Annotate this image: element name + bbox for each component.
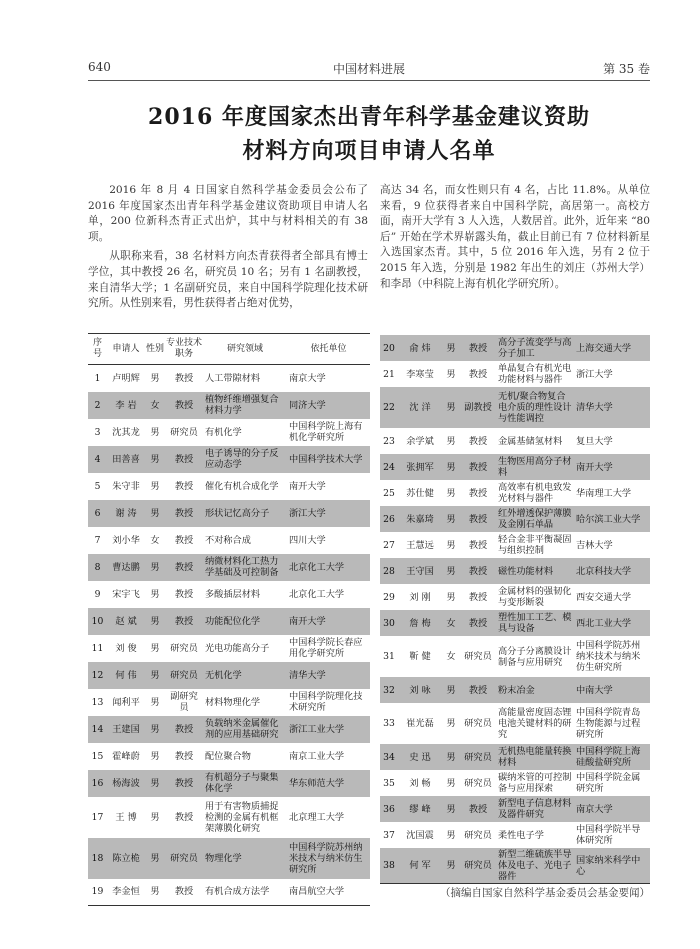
applicant-gender: 男 [442, 796, 460, 822]
header-unit: 依托单位 [287, 334, 370, 365]
host-institution: 中国科学院金属研究所 [576, 772, 641, 794]
table-row [380, 361, 650, 387]
applicant-name: 张拥军 [398, 454, 442, 480]
applicant-name: 卢明辉 [112, 372, 140, 384]
applicant-table-left [88, 333, 370, 906]
host-institution: 南昌航空大学 [287, 879, 370, 906]
table-row [88, 743, 370, 770]
applicant-name: 苏仕健 [406, 487, 434, 499]
host-institution: 同济大学 [287, 392, 370, 419]
applicant-name: 曹达鹏 [107, 554, 145, 581]
research-field: 高能量密度固态锂电池关键材料的研究 [498, 707, 572, 740]
row-number: 36 [380, 796, 398, 822]
research-field: 形状记忆高分子 [203, 500, 287, 527]
research-field: 多酸插层材料 [205, 588, 261, 600]
table-row [380, 677, 650, 703]
host-institution: 吉林大学 [576, 539, 613, 551]
research-field: 金属基储氢材料 [498, 435, 563, 447]
applicant-name: 王建国 [107, 716, 145, 743]
applicant-name: 谢 涛 [107, 500, 145, 527]
host-institution: 中国科学技术大学 [287, 446, 370, 473]
host-institution: 南开大学 [574, 454, 650, 480]
host-institution: 北京理工大学 [289, 811, 345, 823]
applicant-gender: 男 [145, 662, 165, 689]
research-field: 用于有害物质捕捉检测的金属有机框架薄膜化研究 [205, 800, 279, 834]
table-row [380, 703, 650, 744]
applicant-title: 教授 [460, 454, 496, 480]
header-field: 研究领域 [203, 334, 287, 365]
host-institution: 上海交通大学 [574, 335, 650, 361]
row-number: 1 [94, 372, 101, 384]
applicant-gender: 男 [442, 848, 460, 884]
header-name: 申请人 [107, 334, 145, 365]
volume-label: 第 35 卷 [603, 62, 650, 76]
applicant-name: 刘 畅 [409, 777, 431, 789]
host-institution: 清华大学 [574, 387, 650, 428]
intro-paragraph-1: 2016 年 8 月 4 日国家自然科学基金委员会公布了 2016 年度国家杰出青年科学基金建议资助项目申请人名单，200 位新科杰青正式出炉，其中与材料相关的有 38 项。 [88, 184, 368, 243]
row-number: 34 [380, 744, 398, 770]
research-field: 纳微材料化工热力学基础及可控制备 [203, 554, 287, 581]
intro-right-column [380, 183, 650, 296]
applicant-gender: 男 [150, 750, 160, 762]
applicant-title: 教授 [165, 446, 203, 473]
row-number: 10 [88, 608, 107, 635]
table-row [88, 635, 370, 662]
host-institution: 中国科学院上海硅酸盐研究所 [574, 744, 650, 770]
row-number: 5 [94, 480, 101, 492]
applicant-name: 沈其龙 [112, 426, 140, 438]
header-rule [88, 80, 650, 81]
applicant-title: 副教授 [460, 387, 496, 428]
table-row [88, 608, 370, 635]
applicant-title: 教授 [468, 435, 488, 447]
host-institution: 复旦大学 [576, 435, 613, 447]
applicant-gender: 男 [145, 879, 165, 906]
applicant-title: 教授 [174, 750, 194, 762]
applicant-title: 教授 [460, 558, 496, 584]
host-institution: 中国科学院苏州纳米技术与纳米仿生研究所 [576, 640, 641, 673]
applicant-title: 教授 [460, 796, 496, 822]
applicant-name: 沈 洋 [398, 387, 442, 428]
applicant-name: 杨海波 [107, 770, 145, 797]
title-line-2: 材料方向项目申请人名单 [242, 138, 496, 164]
applicant-title: 教授 [460, 335, 496, 361]
applicant-gender: 女 [145, 392, 165, 419]
row-number: 3 [94, 426, 101, 438]
row-number: 17 [91, 811, 104, 823]
table-row [88, 365, 370, 392]
table-row [380, 584, 650, 610]
row-number: 12 [88, 662, 107, 689]
applicant-title: 教授 [165, 500, 203, 527]
applicant-title: 研究员 [464, 718, 492, 729]
research-field: 金属材料的强韧化与变形断裂 [498, 586, 572, 608]
table-row [380, 454, 650, 480]
host-institution: 南开大学 [287, 608, 370, 635]
applicant-gender: 男 [442, 454, 460, 480]
applicant-gender: 男 [442, 387, 460, 428]
host-institution: 国家纳米科学中心 [574, 848, 650, 884]
row-number: 14 [88, 716, 107, 743]
table-row [380, 428, 650, 454]
host-institution: 西北工业大学 [574, 610, 650, 636]
host-institution: 中国科学院长春应用化学研究所 [289, 637, 363, 659]
host-institution: 南京工业大学 [289, 750, 345, 762]
table-row [88, 419, 370, 446]
table-row [380, 532, 650, 558]
source-note: （摘编自国家自然科学基金委员会基金要闻） [440, 887, 650, 899]
applicant-gender: 男 [150, 480, 160, 492]
research-field: 无机/聚合物复合电介质的理性设计与性能调控 [496, 387, 574, 428]
research-field: 无机热电能量转换材料 [496, 744, 574, 770]
applicant-gender: 男 [446, 829, 456, 841]
applicant-table-right [380, 335, 650, 884]
table-row [380, 480, 650, 506]
applicant-title: 教授 [174, 588, 194, 600]
applicant-name: 王慧远 [406, 539, 434, 551]
host-institution: 中南大学 [574, 677, 650, 703]
row-number: 15 [91, 750, 104, 762]
row-number: 37 [383, 829, 395, 841]
applicant-name: 宋宇飞 [112, 588, 140, 600]
applicant-gender: 男 [446, 591, 456, 603]
applicant-title: 研究员 [165, 838, 203, 879]
table-row [380, 796, 650, 822]
research-field: 人工带隙材料 [205, 372, 261, 384]
applicant-title: 教授 [165, 554, 203, 581]
applicant-name: 李寒莹 [406, 368, 434, 380]
research-field: 配位聚合物 [205, 750, 251, 762]
applicant-name: 缪 峰 [398, 796, 442, 822]
host-institution: 哈尔滨工业大学 [574, 506, 650, 532]
host-institution: 清华大学 [287, 662, 370, 689]
applicant-gender: 男 [150, 696, 160, 708]
row-number: 38 [380, 848, 398, 884]
table-row [88, 879, 370, 906]
row-number: 7 [94, 534, 101, 546]
applicant-name: 闻利平 [112, 696, 140, 708]
row-number: 18 [88, 838, 107, 879]
applicant-name: 刘 俊 [115, 642, 137, 654]
applicant-name: 田善喜 [107, 446, 145, 473]
applicant-gender: 男 [442, 744, 460, 770]
applicant-gender: 女 [446, 651, 456, 662]
applicant-gender: 男 [446, 435, 456, 447]
applicant-name: 靳 健 [409, 651, 431, 662]
row-number: 29 [383, 591, 395, 603]
applicant-gender: 男 [145, 500, 165, 527]
row-number: 8 [88, 554, 107, 581]
table-row [88, 392, 370, 419]
applicant-name: 王守国 [398, 558, 442, 584]
research-field: 植物纤维增强复合材料力学 [203, 392, 287, 419]
applicant-title: 教授 [174, 534, 194, 546]
applicant-title: 教授 [468, 368, 488, 380]
applicant-title: 研究员 [464, 829, 492, 841]
table-row [380, 558, 650, 584]
intro-paragraph-3: 高达 34 名，而女性则只有 4 名，占比 11.8%。从单位来看，9 位获得者来自中国科学院，高居第一。高校方面，南开大学有 3 人入选，人数居首。此外，近年来 “80 后” 开始在学术界崭露头角，截止目前已有 7 位材料新星入选国家杰青。其中，5 位 2016 年入选，另有 2 位于 2015 年入选，分别是 1982 年出生的刘庄（苏州大学）和李昂（中科院上海有机化学研究所）。 [380, 184, 650, 290]
applicant-title: 教授 [460, 610, 496, 636]
applicant-name: 陈立桅 [107, 838, 145, 879]
applicant-gender: 男 [145, 838, 165, 879]
applicant-name: 崔光磊 [406, 718, 434, 729]
applicant-gender: 男 [442, 335, 460, 361]
title-line-1: 2016 年度国家杰出青年科学基金建议资助 [148, 104, 590, 130]
row-number: 4 [88, 446, 107, 473]
host-institution: 南京大学 [289, 372, 326, 384]
row-number: 16 [88, 770, 107, 797]
header-gender: 性别 [145, 334, 165, 365]
applicant-name: 王 博 [115, 811, 137, 823]
research-field: 新型电子信息材料及器件研究 [496, 796, 574, 822]
research-field: 电子诱导的分子反应动态学 [203, 446, 287, 473]
applicant-gender: 男 [145, 554, 165, 581]
applicant-gender: 男 [145, 446, 165, 473]
applicant-gender: 男 [150, 372, 160, 384]
host-institution: 中国科学院青岛生物能源与过程研究所 [576, 707, 641, 740]
research-field: 高效率有机电致发光材料与器件 [498, 482, 572, 504]
research-field: 催化有机合成化学 [205, 480, 279, 492]
applicant-title: 研究员 [464, 651, 492, 662]
row-number: 21 [383, 368, 395, 380]
host-institution: 浙江大学 [287, 500, 370, 527]
journal-name: 中国材料进展 [332, 62, 405, 76]
research-field: 柔性电子学 [498, 829, 544, 841]
applicant-title: 研究员 [460, 848, 496, 884]
host-institution: 四川大学 [289, 534, 326, 546]
applicant-title: 研究员 [165, 662, 203, 689]
applicant-gender: 男 [150, 811, 160, 823]
host-institution: 华东师范大学 [287, 770, 370, 797]
applicant-gender: 男 [145, 716, 165, 743]
host-institution: 浙江工业大学 [287, 716, 370, 743]
row-number: 19 [88, 879, 107, 906]
applicant-name: 沈国震 [406, 829, 434, 841]
row-number: 9 [94, 588, 101, 600]
table-row [88, 527, 370, 554]
host-institution: 中国科学院苏州纳米技术与纳米仿生研究所 [287, 838, 370, 879]
research-field: 粉末冶金 [496, 677, 574, 703]
applicant-title: 研究员 [460, 744, 496, 770]
host-institution: 中国科学院理化技术研究所 [289, 691, 363, 713]
research-field: 红外增透保护薄膜及金刚石单晶 [496, 506, 574, 532]
host-institution: 中国科学院上海有机化学研究所 [289, 421, 363, 443]
row-number: 23 [383, 435, 395, 447]
host-institution: 北京化工大学 [287, 554, 370, 581]
applicant-title: 教授 [174, 372, 194, 384]
table-row [380, 610, 650, 636]
applicant-gender: 男 [442, 677, 460, 703]
applicant-name: 何 伟 [107, 662, 145, 689]
research-field: 生物医用高分子材料 [496, 454, 574, 480]
applicant-title: 教授 [174, 480, 194, 492]
applicant-gender: 女 [442, 610, 460, 636]
applicant-title: 教授 [468, 539, 488, 551]
applicant-title: 教授 [174, 811, 194, 823]
research-field: 不对称合成 [205, 534, 251, 546]
row-number: 25 [383, 487, 395, 499]
research-field: 单晶复合有机光电功能材料与器件 [498, 363, 572, 385]
applicant-gender: 男 [442, 506, 460, 532]
applicant-gender: 男 [145, 770, 165, 797]
applicant-gender: 男 [150, 642, 160, 654]
applicant-title: 教授 [468, 487, 488, 499]
research-field: 材料物理化学 [205, 696, 261, 708]
applicant-gender: 男 [446, 487, 456, 499]
applicant-name: 詹 梅 [398, 610, 442, 636]
table-row [380, 506, 650, 532]
applicant-title: 研究员 [170, 426, 198, 438]
research-field: 新型二维硫族半导体及电子、光电子器件 [496, 848, 574, 884]
applicant-gender: 男 [446, 718, 456, 729]
running-header [88, 60, 650, 78]
applicant-name: 李金恒 [107, 879, 145, 906]
row-number: 11 [91, 642, 104, 654]
table-row [380, 636, 650, 677]
applicant-gender: 男 [446, 539, 456, 551]
research-field: 高分子流变学与高分子加工 [496, 335, 574, 361]
applicant-name: 史 迅 [398, 744, 442, 770]
research-field: 有机超分子与聚集体化学 [203, 770, 287, 797]
research-field: 无机化学 [203, 662, 287, 689]
applicant-gender: 男 [150, 588, 160, 600]
table-row [380, 335, 650, 361]
row-number: 32 [380, 677, 398, 703]
row-number: 6 [88, 500, 107, 527]
row-number: 24 [380, 454, 398, 480]
applicant-gender: 男 [446, 368, 456, 380]
research-field: 光电功能高分子 [205, 642, 270, 654]
row-number: 30 [380, 610, 398, 636]
table-row [380, 822, 650, 848]
row-number: 35 [383, 777, 395, 789]
table-row [88, 473, 370, 500]
table-row [88, 797, 370, 838]
table-row [380, 770, 650, 796]
applicant-title: 教授 [165, 770, 203, 797]
row-number: 33 [383, 718, 395, 729]
table-row [88, 446, 370, 473]
host-institution: 北京化工大学 [289, 588, 345, 600]
table-row [380, 744, 650, 770]
host-institution: 浙江大学 [576, 368, 613, 380]
research-field: 物理化学 [203, 838, 287, 879]
research-field: 磁性功能材料 [496, 558, 574, 584]
row-number: 2 [88, 392, 107, 419]
applicant-gender: 男 [446, 777, 456, 789]
research-field: 碳纳米管的可控制备与应用探索 [498, 772, 572, 794]
applicant-name: 霍峰蔚 [112, 750, 140, 762]
applicant-title: 教授 [165, 716, 203, 743]
research-field: 有机合成方法学 [203, 879, 287, 906]
article-title [88, 100, 650, 168]
applicant-gender: 男 [145, 608, 165, 635]
host-institution: 北京科技大学 [574, 558, 650, 584]
table-row [88, 716, 370, 743]
applicant-gender: 女 [150, 534, 160, 546]
applicant-name: 刘 咏 [398, 677, 442, 703]
applicant-name: 李 岩 [107, 392, 145, 419]
applicant-title: 研究员 [464, 777, 492, 789]
research-field: 负载纳米金属催化剂的应用基础研究 [203, 716, 287, 743]
applicant-name: 俞 炜 [398, 335, 442, 361]
table-header-row [88, 334, 370, 365]
intro-paragraph-2: 从职称来看，38 名材料方向杰青获得者全部具有博士学位，其中教授 26 名，研究员 10 名；另有 1 名副教授，来自清华大学；1 名副研究员，来自中国科学院理化技术研究所。从性别来看，男性获得者占绝对优势， [88, 250, 368, 310]
host-institution: 中国科学院半导体研究所 [576, 824, 641, 846]
applicant-title: 教授 [460, 506, 496, 532]
applicant-name: 赵 斌 [107, 608, 145, 635]
row-number: 20 [380, 335, 398, 361]
applicant-title: 研究员 [170, 642, 198, 654]
applicant-title: 教授 [165, 879, 203, 906]
applicant-name: 刘小华 [112, 534, 140, 546]
research-field: 功能配位化学 [203, 608, 287, 635]
row-number: 26 [380, 506, 398, 532]
row-number: 28 [380, 558, 398, 584]
table-row [88, 500, 370, 527]
host-institution: 西安交通大学 [576, 591, 632, 603]
page-number: 640 [88, 60, 111, 74]
applicant-gender: 男 [150, 426, 160, 438]
row-number: 22 [380, 387, 398, 428]
applicant-title: 教授 [165, 608, 203, 635]
applicant-name: 何 军 [398, 848, 442, 884]
table-row [88, 689, 370, 716]
host-institution: 南开大学 [289, 480, 326, 492]
applicant-title: 教授 [468, 591, 488, 603]
table-row [88, 581, 370, 608]
row-number: 13 [91, 696, 104, 708]
applicant-title: 副研究员 [170, 691, 198, 713]
applicant-title: 教授 [165, 392, 203, 419]
header-no: 序号 [88, 334, 107, 365]
intro-left-column [88, 183, 368, 316]
research-field: 高分子分离膜设计制备与应用研究 [498, 645, 572, 668]
applicant-name: 刘 刚 [409, 591, 431, 603]
research-field: 塑性加工工艺、模具与设备 [496, 610, 574, 636]
applicant-name: 朱嘉琦 [398, 506, 442, 532]
applicant-title: 教授 [460, 677, 496, 703]
row-number: 31 [383, 651, 395, 662]
host-institution: 华南理工大学 [576, 487, 632, 499]
research-field: 轻合金非平衡凝固与组织控制 [498, 534, 572, 556]
table-row [88, 554, 370, 581]
research-field: 有机化学 [205, 426, 242, 438]
table-row [88, 838, 370, 879]
table-row [88, 770, 370, 797]
table-row [380, 848, 650, 884]
applicant-name: 朱守非 [112, 480, 140, 492]
row-number: 27 [383, 539, 395, 551]
host-institution: 南京大学 [574, 796, 650, 822]
table-row [88, 662, 370, 689]
header-title: 专业技术职务 [165, 334, 203, 365]
applicant-gender: 男 [442, 558, 460, 584]
applicant-name: 余学斌 [406, 435, 434, 447]
table-row [380, 387, 650, 428]
